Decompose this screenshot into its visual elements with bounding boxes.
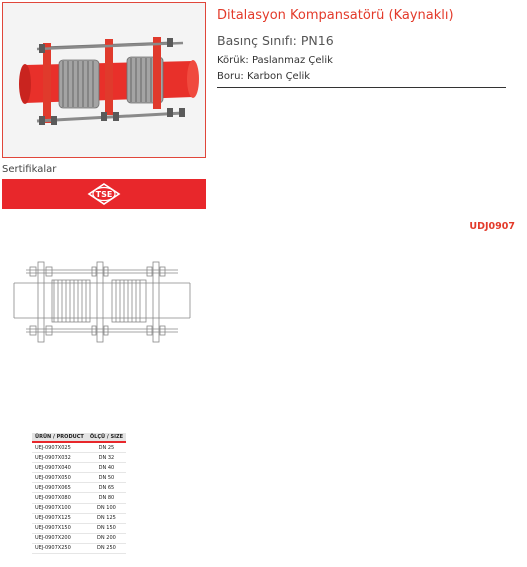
product-code-cell: UEJ-0907X040 [32, 463, 87, 473]
product-photo[interactable] [2, 2, 206, 158]
table-row [32, 483, 126, 493]
tse-logo-text: TSE [95, 190, 113, 199]
size-cell: DN 125 [87, 513, 126, 523]
table-row [32, 453, 126, 463]
table-row [32, 523, 126, 533]
pipe-material: Boru: Karbon Çelik [217, 71, 311, 82]
product-code: UDJ0907 [469, 221, 515, 232]
size-cell: DN 80 [87, 493, 126, 503]
product-code-cell: UEJ-0907X100 [32, 503, 87, 513]
product-code-cell: UEJ-0907X250 [32, 543, 87, 553]
column-header-size: ÖLÇÜ / SIZE [87, 433, 126, 442]
table-row [32, 442, 126, 453]
divider [217, 87, 506, 88]
size-cell: DN 25 [87, 442, 126, 453]
size-cell: DN 150 [87, 523, 126, 533]
product-code-cell: UEJ-0907X050 [32, 473, 87, 483]
size-cell: DN 200 [87, 533, 126, 543]
size-cell: DN 100 [87, 503, 126, 513]
product-code-cell: UEJ-0907X200 [32, 533, 87, 543]
table-row [32, 473, 126, 483]
product-code-cell: UEJ-0907X150 [32, 523, 87, 533]
product-title: Ditalasyon Kompansatörü (Kaynaklı) [217, 8, 454, 23]
product-code-cell: UEJ-0907X032 [32, 453, 87, 463]
technical-drawing [12, 258, 192, 348]
expansion-joint-image [3, 3, 205, 157]
size-cell: DN 32 [87, 453, 126, 463]
table-row [32, 513, 126, 523]
tse-logo-icon [87, 183, 121, 205]
table-row [32, 543, 126, 553]
product-code-cell: UEJ-0907X080 [32, 493, 87, 503]
product-code-cell: UEJ-0907X025 [32, 442, 87, 453]
pressure-class: Basınç Sınıfı: PN16 [217, 33, 334, 48]
table-row [32, 493, 126, 503]
table-row [32, 503, 126, 513]
product-code-cell: UEJ-0907X125 [32, 513, 87, 523]
size-table [32, 433, 126, 554]
bellows-material: Körük: Paslanmaz Çelik [217, 55, 333, 66]
table-row [32, 533, 126, 543]
column-header-product: ÜRÜN / PRODUCT [32, 433, 87, 442]
product-code-cell: UEJ-0907X065 [32, 483, 87, 493]
certificate-bar[interactable] [2, 179, 206, 209]
size-cell: DN 250 [87, 543, 126, 553]
table-row [32, 463, 126, 473]
size-cell: DN 40 [87, 463, 126, 473]
table-header-row [32, 433, 126, 442]
size-cell: DN 50 [87, 473, 126, 483]
certificates-label: Sertifikalar [2, 164, 57, 175]
size-cell: DN 65 [87, 483, 126, 493]
